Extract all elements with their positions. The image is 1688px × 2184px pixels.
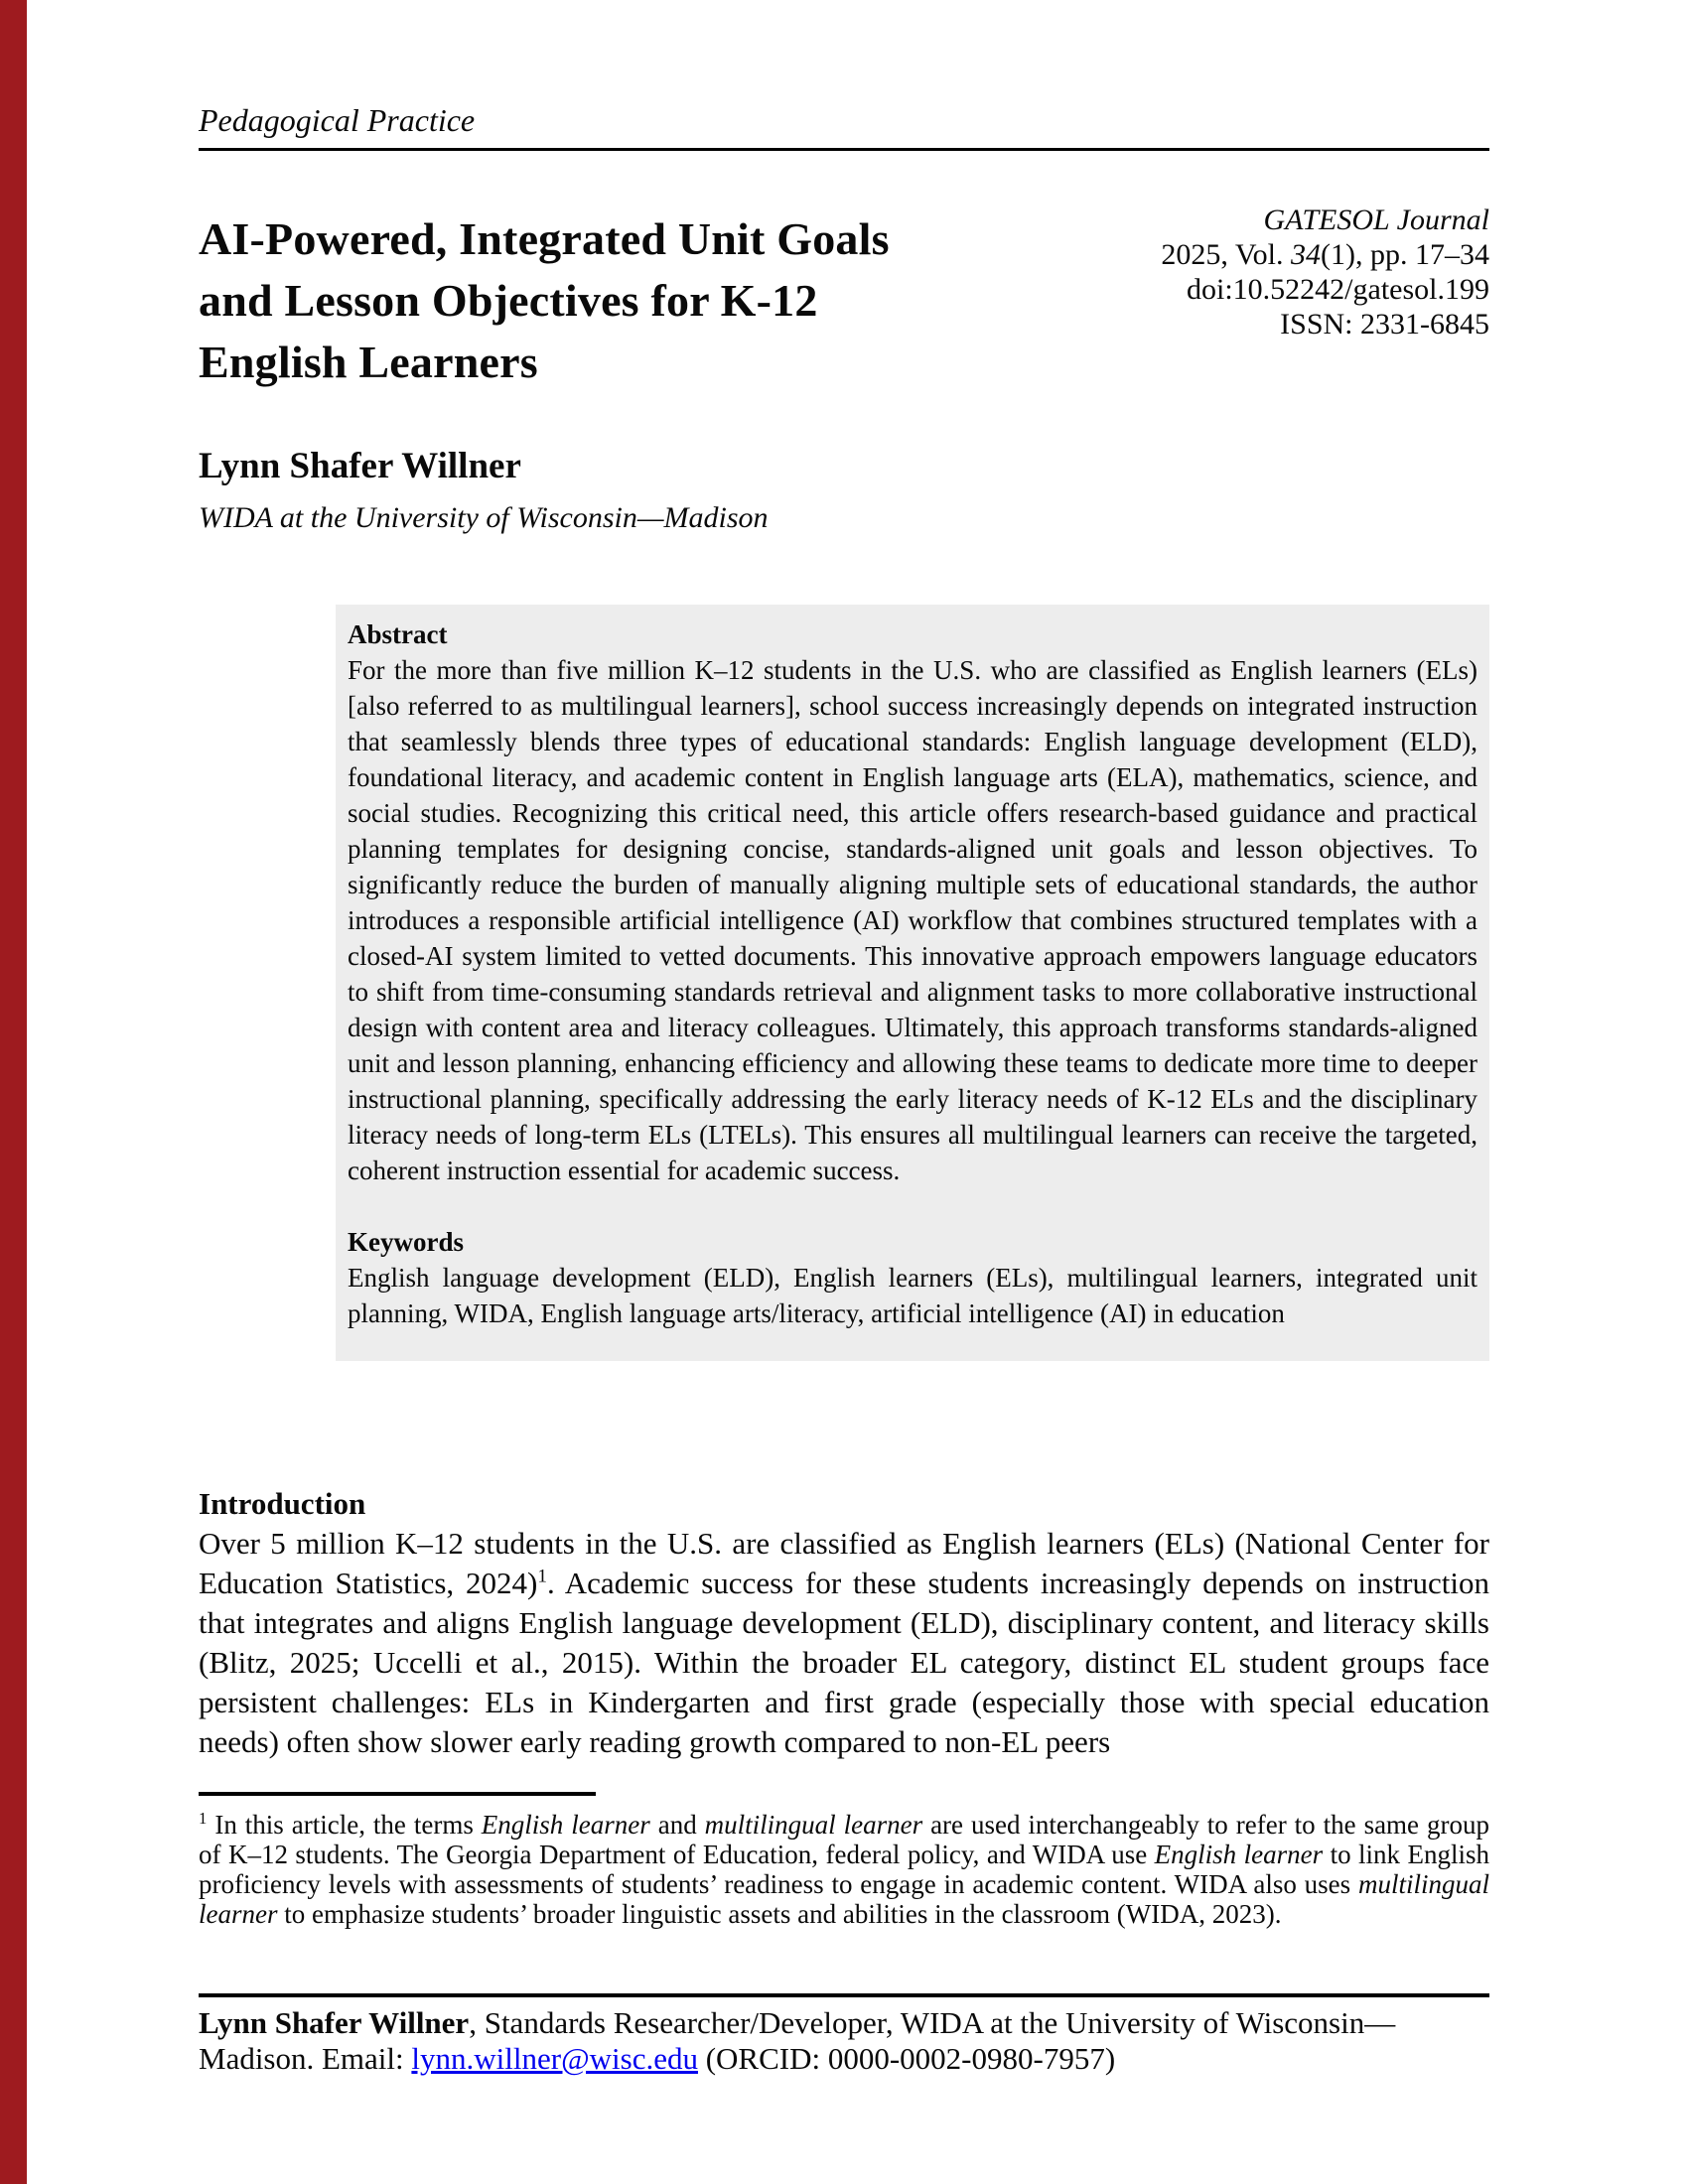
keywords-heading: Keywords <box>348 1227 464 1257</box>
footnote-text: $^1$ In this article, the terms English learner and multilingual learner are used interchangeably to refer to the same group of K–12 students. The Georgia Department of Education, federal policy, and WIDA use English learner to link English proficiency levels with assessments of students’ readiness to engage in academic content. WIDA also uses multilingual learner to emphasize students’ broader linguistic assets and abilities in the classroom (WIDA, 2023). <box>199 1809 1489 1929</box>
abstract-box <box>336 605 1489 1361</box>
running-header <box>199 101 1489 151</box>
page-edge-accent-bar <box>0 0 27 2184</box>
journal-issn: ISSN: 2331-6845 <box>1280 308 1489 341</box>
section-label: Pedagogical Practice <box>199 102 476 138</box>
author-bio-text: Lynn Shafer Willner, Standards Researcher/Developer, WIDA at the University of Wisconsin—Madison. Email: lynn.willner@wisc.edu (ORCID: 0000-0002-0980-7957) <box>199 2005 1396 2076</box>
introduction-paragraph: Over 5 million K–12 students in the U.S. are classified as English learners (ELs) (National Center for Education Statistics, 2024)$^1$. Academic success for these students increasingly depends on instruction that integrates and aligns English language development (ELD), disciplinary content, and literacy skills (Blitz, 2025; Uccelli et al., 2015). Within the broader EL category, distinct EL student groups face persistent challenges: ELs in Kindergarten and first grade (especially those with special education needs) often show slower early reading growth compared to non-EL peers <box>199 1526 1489 1759</box>
email-link[interactable]: lynn.willner@wisc.edu <box>411 2041 698 2076</box>
bio-separator-rule <box>199 1993 1489 1997</box>
abstract-text: For the more than five million K–12 students in the U.S. who are classified as English learners (ELs) [also referred to as multilingual learners], school success increasingly depends on integrated instruction that seamlessly blends three types of educational standards: English language development (ELD), foundational literacy, and academic content in English language arts (ELA), mathematics, science, and social studies. Recognizing this critical need, this article offers research-based guidance and practical planning templates for designing concise, standards-aligned unit goals and lesson objectives. To significantly reduce the burden of manually aligning multiple sets of educational standards, the author introduces a responsible artificial intelligence (AI) workflow that combines structured templates with a closed-AI system limited to vetted documents. This innovative approach empowers language educators to shift from time-consuming standards retrieval and alignment tasks to more collaborative instructional design with content area and literacy colleagues. Ultimately, this approach transforms standards-aligned unit and lesson planning, enhancing efficiency and allowing these teams to dedicate more time to deeper instructional planning, specifically addressing the early literacy needs of K-12 ELs and the disciplinary literacy needs of long-term ELs (LTELs). This ensures all multilingual learners can receive the targeted, coherent instruction essential for academic success. <box>348 655 1477 1185</box>
introduction-section <box>199 1484 1489 1762</box>
keywords-text: English language development (ELD), English learners (ELs), multilingual learners, integrated unit planning, WIDA, English language arts/literacy, artificial intelligence (AI) in education <box>348 1263 1477 1328</box>
introduction-heading: Introduction <box>199 1486 366 1521</box>
journal-doi: doi:10.52242/gatesol.199 <box>1187 273 1489 306</box>
author-name: Lynn Shafer Willner <box>199 446 521 486</box>
author-affiliation: WIDA at the University of Wisconsin—Madison <box>199 501 769 534</box>
masthead <box>199 204 1489 393</box>
journal-name: GATESOL Journal <box>1263 204 1489 236</box>
footnote-separator-rule <box>199 1792 596 1796</box>
journal-info-block <box>1161 203 1489 341</box>
author-block <box>199 445 769 536</box>
footnote-marker: 1 <box>537 1566 547 1587</box>
footnote-marker: 1 <box>199 1809 208 1828</box>
abstract-heading: Abstract <box>348 619 448 649</box>
footnote-area <box>199 1792 1489 1929</box>
article-title: AI-Powered, Integrated Unit Goals and Lesson Objectives for K-12 English Learners <box>199 213 890 387</box>
journal-volume-line: 2025, Vol. 34(1), pp. 17–34 <box>1161 238 1489 271</box>
author-bio-area <box>199 1993 1489 2077</box>
